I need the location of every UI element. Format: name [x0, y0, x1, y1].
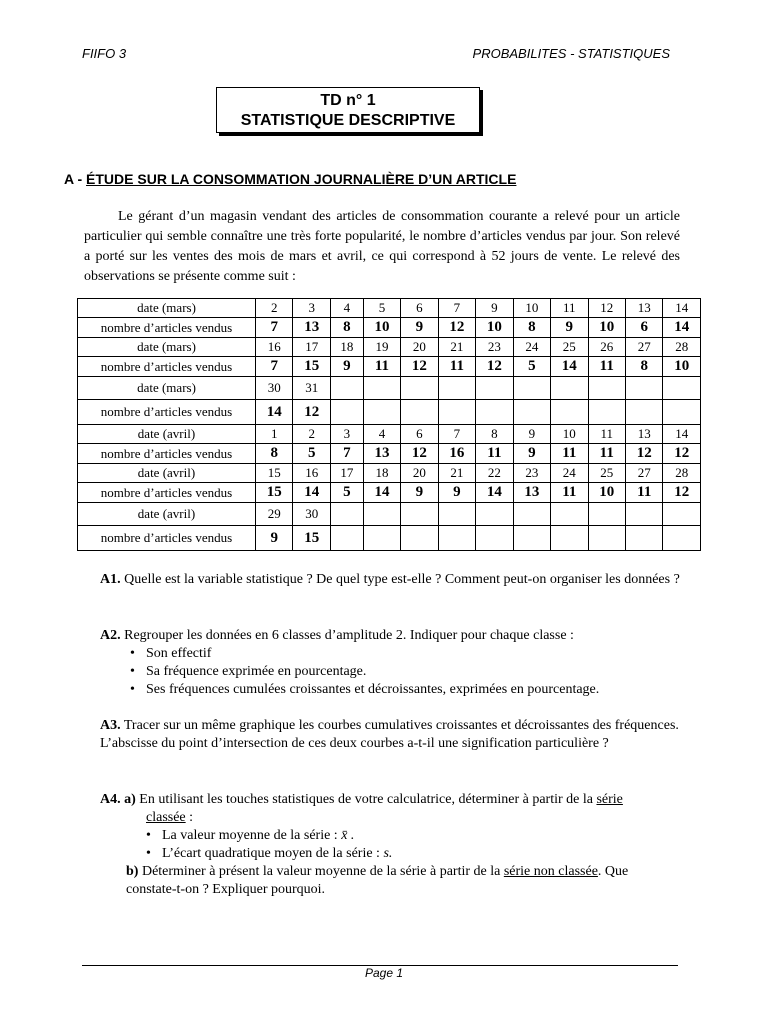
date-cell	[551, 503, 588, 526]
date-cell: 1	[256, 425, 293, 444]
date-cell: 7	[438, 425, 475, 444]
bullet-text: La valeur moyenne de la série :	[162, 828, 338, 843]
date-cell	[513, 503, 550, 526]
question-a3-text: Tracer sur un même graphique les courbes cumulatives croissantes et décroissantes des fréquences. L’abscisse du point d’intersection de ces deux courbes a-t-il une signification particulière ?	[100, 718, 679, 751]
date-cell: 18	[330, 338, 363, 357]
date-cell	[401, 503, 438, 526]
count-row	[78, 444, 701, 464]
date-label-cell: date (mars)	[78, 299, 256, 318]
section-a-title: ÉTUDE SUR LA CONSOMMATION JOURNALIÈRE D’UN ARTICLE	[86, 171, 517, 187]
question-a2-text: Regrouper les données en 6 classes d’amplitude 2. Indiquer pour chaque classe :	[124, 628, 574, 643]
count-cell: 9	[513, 444, 550, 464]
count-cell: 8	[513, 318, 550, 338]
bullet-text: L’écart quadratique moyen de la série :	[162, 846, 380, 861]
question-a2-bullet: • Ses fréquences cumulées croissantes et décroissantes, exprimées en pourcentage.	[130, 681, 680, 699]
count-cell	[438, 400, 475, 425]
date-cell: 20	[401, 464, 438, 483]
date-cell: 29	[256, 503, 293, 526]
date-row	[78, 338, 701, 357]
date-cell	[588, 377, 625, 400]
count-cell	[438, 526, 475, 551]
count-cell	[363, 400, 400, 425]
question-a4b-underlined: série non classée	[503, 864, 598, 879]
date-cell: 17	[330, 464, 363, 483]
count-cell: 8	[626, 357, 663, 377]
question-a1-text: Quelle est la variable statistique ? De quel type est-elle ? Comment peut-on organiser les données ?	[124, 572, 680, 587]
date-cell: 22	[476, 464, 513, 483]
question-a2-bullet: • Son effectif	[130, 645, 680, 663]
date-cell	[626, 503, 663, 526]
count-label-cell: nombre d’articles vendus	[78, 318, 256, 338]
data-table	[77, 298, 701, 551]
count-cell: 13	[293, 318, 330, 338]
question-a4a-label: a)	[124, 792, 136, 807]
date-cell: 19	[363, 338, 400, 357]
date-cell: 31	[293, 377, 330, 400]
question-a2	[100, 627, 680, 699]
date-cell	[330, 503, 363, 526]
section-a-prefix: A -	[64, 171, 87, 187]
count-row	[78, 318, 701, 338]
date-cell: 13	[626, 425, 663, 444]
question-a4-number: A4.	[100, 792, 121, 807]
stddev-symbol: s.	[383, 846, 393, 861]
date-cell: 30	[293, 503, 330, 526]
date-cell	[363, 377, 400, 400]
date-cell: 21	[438, 464, 475, 483]
count-cell: 12	[293, 400, 330, 425]
count-cell	[588, 526, 625, 551]
count-cell: 14	[663, 318, 701, 338]
count-cell: 13	[513, 483, 550, 503]
date-cell	[513, 377, 550, 400]
count-cell: 7	[330, 444, 363, 464]
count-cell	[626, 526, 663, 551]
question-a4a-continuation	[100, 809, 680, 827]
count-label-cell: nombre d’articles vendus	[78, 483, 256, 503]
count-cell: 9	[256, 526, 293, 551]
count-cell: 8	[256, 444, 293, 464]
date-cell: 4	[363, 425, 400, 444]
question-a4a-text: En utilisant les touches statistiques de votre calculatrice, déterminer à partir de la	[139, 792, 597, 807]
header-left: FIIFO 3	[82, 46, 127, 61]
date-cell	[663, 503, 701, 526]
date-cell: 23	[476, 338, 513, 357]
count-cell: 9	[551, 318, 588, 338]
date-label-cell: date (avril)	[78, 464, 256, 483]
count-label-cell: nombre d’articles vendus	[78, 400, 256, 425]
count-cell: 9	[401, 483, 438, 503]
date-label-cell: date (mars)	[78, 338, 256, 357]
date-cell: 25	[588, 464, 625, 483]
count-cell: 11	[551, 483, 588, 503]
count-cell: 12	[401, 444, 438, 464]
question-a2-number: A2.	[100, 628, 121, 643]
date-label-cell: date (avril)	[78, 425, 256, 444]
count-cell: 9	[438, 483, 475, 503]
date-cell	[438, 377, 475, 400]
date-cell	[330, 377, 363, 400]
date-cell: 15	[256, 464, 293, 483]
count-cell: 12	[626, 444, 663, 464]
date-cell: 24	[551, 464, 588, 483]
date-label-cell: date (mars)	[78, 377, 256, 400]
count-cell: 12	[476, 357, 513, 377]
date-label-cell: date (avril)	[78, 503, 256, 526]
question-a4	[100, 791, 680, 899]
count-cell: 11	[438, 357, 475, 377]
count-cell: 7	[256, 357, 293, 377]
count-row	[78, 526, 701, 551]
count-cell: 12	[663, 444, 701, 464]
count-cell: 5	[513, 357, 550, 377]
count-label-cell: nombre d’articles vendus	[78, 357, 256, 377]
count-cell: 8	[330, 318, 363, 338]
count-cell	[663, 400, 701, 425]
count-cell: 5	[293, 444, 330, 464]
count-cell	[476, 526, 513, 551]
question-a2-list	[100, 645, 680, 699]
header-right: PROBABILITES - STATISTIQUES	[472, 46, 670, 61]
date-cell	[626, 377, 663, 400]
count-cell	[513, 526, 550, 551]
question-a1-number: A1.	[100, 572, 121, 587]
count-cell: 14	[256, 400, 293, 425]
date-cell: 28	[663, 464, 701, 483]
date-cell: 20	[401, 338, 438, 357]
question-a3	[100, 717, 680, 753]
question-a4a-text-end: :	[185, 810, 194, 825]
date-cell: 25	[551, 338, 588, 357]
intro-text: Le gérant d’un magasin vendant des articles de consommation courante a relevé pour un article particulier qui semble connaître une très forte popularité, le nombre d’articles vendus par jour. Son relevé a porté sur les ventes des mois de mars et avril, ce qui correspond à 52 jours de vente. Le relevé des observations se présente comme suit :	[84, 209, 680, 284]
count-cell	[551, 526, 588, 551]
title-line-1: TD n° 1	[320, 92, 376, 109]
date-cell: 26	[588, 338, 625, 357]
date-cell: 17	[293, 338, 330, 357]
date-cell: 24	[513, 338, 550, 357]
question-a4b-label: b)	[126, 864, 139, 879]
question-a2-bullet: • Sa fréquence exprimée en pourcentage.	[130, 663, 680, 681]
count-cell: 9	[330, 357, 363, 377]
date-row	[78, 299, 701, 318]
count-cell: 12	[663, 483, 701, 503]
date-cell: 6	[401, 425, 438, 444]
date-cell: 28	[663, 338, 701, 357]
date-cell: 30	[256, 377, 293, 400]
date-cell: 5	[363, 299, 400, 318]
date-cell: 4	[330, 299, 363, 318]
date-cell: 10	[513, 299, 550, 318]
date-cell	[476, 503, 513, 526]
count-cell: 10	[363, 318, 400, 338]
count-cell: 10	[588, 483, 625, 503]
date-cell: 3	[293, 299, 330, 318]
date-cell: 8	[476, 425, 513, 444]
count-cell	[513, 400, 550, 425]
count-cell: 6	[626, 318, 663, 338]
date-row	[78, 464, 701, 483]
date-cell: 9	[513, 425, 550, 444]
count-cell	[588, 400, 625, 425]
count-cell: 10	[476, 318, 513, 338]
date-cell	[363, 503, 400, 526]
count-label-cell: nombre d’articles vendus	[78, 526, 256, 551]
count-cell	[330, 526, 363, 551]
count-cell: 7	[256, 318, 293, 338]
count-cell: 11	[588, 444, 625, 464]
count-cell: 14	[476, 483, 513, 503]
question-a4-a	[100, 791, 680, 809]
count-cell: 16	[438, 444, 475, 464]
count-cell: 10	[588, 318, 625, 338]
count-cell: 12	[438, 318, 475, 338]
count-cell: 14	[363, 483, 400, 503]
count-cell: 15	[293, 526, 330, 551]
section-a-heading	[64, 171, 516, 187]
date-cell: 16	[256, 338, 293, 357]
date-cell	[476, 377, 513, 400]
count-cell	[663, 526, 701, 551]
count-cell: 10	[663, 357, 701, 377]
date-cell: 10	[551, 425, 588, 444]
date-row	[78, 425, 701, 444]
date-cell: 18	[363, 464, 400, 483]
count-cell: 9	[401, 318, 438, 338]
date-cell: 9	[476, 299, 513, 318]
count-row	[78, 357, 701, 377]
count-cell	[401, 400, 438, 425]
date-cell: 23	[513, 464, 550, 483]
date-cell: 21	[438, 338, 475, 357]
question-a4-b	[100, 863, 680, 899]
count-row	[78, 483, 701, 503]
count-cell: 11	[551, 444, 588, 464]
question-a4a-underlined: série	[596, 792, 623, 807]
count-cell: 11	[363, 357, 400, 377]
count-cell: 14	[293, 483, 330, 503]
date-cell: 2	[256, 299, 293, 318]
date-cell: 12	[588, 299, 625, 318]
intro-paragraph	[84, 207, 680, 287]
date-cell: 3	[330, 425, 363, 444]
count-cell	[626, 400, 663, 425]
count-cell	[330, 400, 363, 425]
count-cell: 15	[256, 483, 293, 503]
date-cell: 2	[293, 425, 330, 444]
question-a4b-text: Déterminer à présent la valeur moyenne de la série à partir de la	[141, 864, 504, 879]
count-cell	[363, 526, 400, 551]
date-cell: 16	[293, 464, 330, 483]
count-row	[78, 400, 701, 425]
date-cell: 7	[438, 299, 475, 318]
date-cell	[551, 377, 588, 400]
count-cell: 14	[551, 357, 588, 377]
count-cell: 5	[330, 483, 363, 503]
count-cell: 11	[588, 357, 625, 377]
question-a4a-bullet	[146, 827, 680, 845]
date-cell	[401, 377, 438, 400]
count-cell: 11	[476, 444, 513, 464]
title-line-2: STATISTIQUE DESCRIPTIVE	[240, 112, 456, 129]
question-a3-number: A3.	[100, 718, 121, 733]
date-cell: 14	[663, 425, 701, 444]
question-a1	[100, 571, 680, 589]
count-cell	[551, 400, 588, 425]
count-cell	[401, 526, 438, 551]
date-cell: 13	[626, 299, 663, 318]
date-row	[78, 377, 701, 400]
date-cell: 11	[551, 299, 588, 318]
date-cell	[588, 503, 625, 526]
question-a4b-text-end: . Que constate-t-on ? Expliquer pourquoi.	[126, 864, 629, 897]
mean-symbol: x̄ .	[341, 828, 355, 843]
title-box	[216, 87, 480, 133]
count-cell: 15	[293, 357, 330, 377]
date-cell: 14	[663, 299, 701, 318]
date-row	[78, 503, 701, 526]
question-a4a-bullet	[146, 845, 680, 863]
question-a4a-underlined-2: classée	[146, 810, 186, 825]
count-cell: 11	[626, 483, 663, 503]
date-cell: 6	[401, 299, 438, 318]
date-cell	[663, 377, 701, 400]
count-cell	[476, 400, 513, 425]
count-cell: 13	[363, 444, 400, 464]
date-cell	[438, 503, 475, 526]
date-cell: 11	[588, 425, 625, 444]
date-cell: 27	[626, 464, 663, 483]
count-label-cell: nombre d’articles vendus	[78, 444, 256, 464]
count-cell: 12	[401, 357, 438, 377]
date-cell: 27	[626, 338, 663, 357]
question-a4a-list	[100, 827, 680, 863]
page-footer: Page 1	[364, 966, 404, 980]
